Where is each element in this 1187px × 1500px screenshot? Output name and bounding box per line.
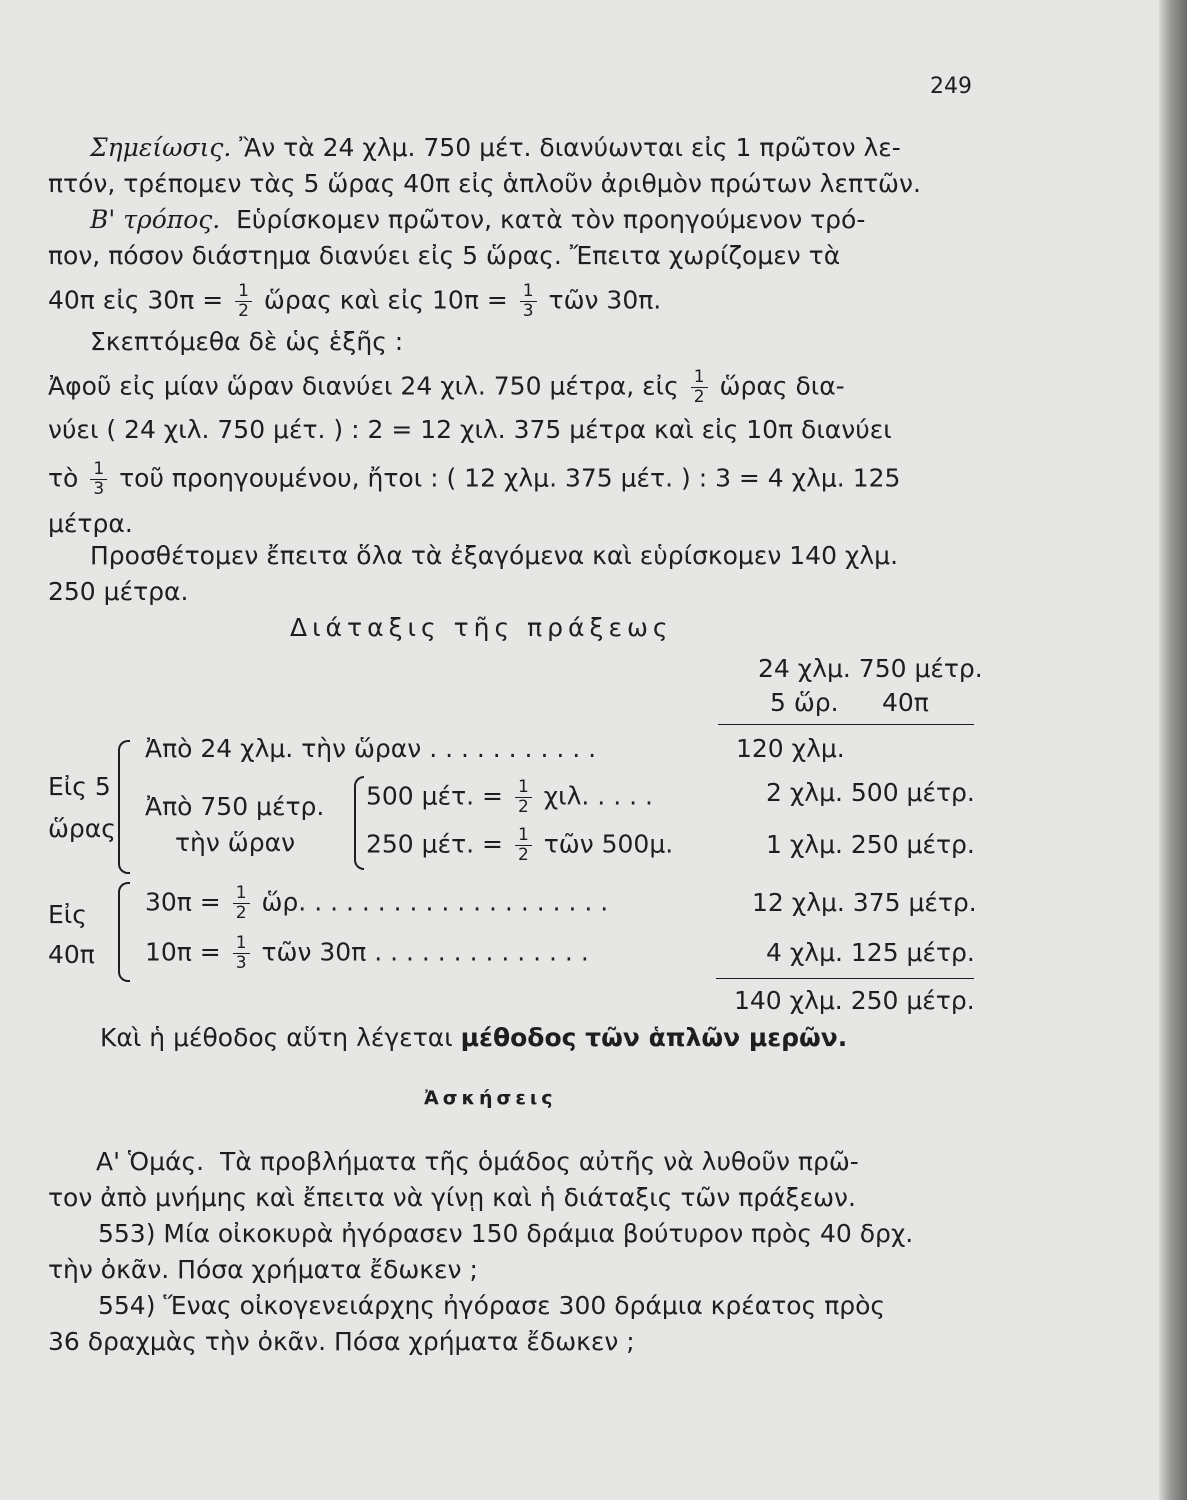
- method-b-line-3: 40π εἰς 30π = $\frac{1}{2}$ ὥρας καὶ εἰς 10π = $\frac{1}{3}$ τῶν 30π.: [48, 281, 662, 321]
- note-line-2: πτόν, τρέπομεν τὰς 5 ὥρας 40π εἰς ἁπλοῦν ἀριθμὸν πρώτων λεπτῶν.: [48, 169, 921, 198]
- page-number: 249: [930, 74, 972, 99]
- brace-left-b: [118, 882, 130, 982]
- side-label-a1: Εἰς 5: [48, 772, 111, 801]
- group-a-label: Α' Ὁμάς.: [96, 1147, 205, 1176]
- row-2-middle: 500 μέτ. = $\frac{1}{2}$ χιλ. . . . .: [366, 777, 653, 817]
- fraction-half: $\frac{1}{2}$: [691, 368, 708, 407]
- brace-left-a: [118, 740, 130, 874]
- exercise-554-line-1: 554) Ἕνας οἰκογενειάρχης ἠγόρασε 300 δράμια κρέατος πρὸς: [98, 1291, 886, 1320]
- table-head-1: 24 χλμ. 750 μέτρ.: [758, 654, 983, 683]
- side-label-a2: ὥρας: [48, 814, 116, 843]
- row-1-text: Ἀπὸ 24 χλμ. τὴν ὥραν . . . . . . . . . . .: [145, 734, 597, 763]
- table-total: 140 χλμ. 250 μέτρ.: [734, 986, 975, 1015]
- row-3-middle: 250 μέτ. = $\frac{1}{2}$ τῶν 500μ.: [366, 825, 674, 865]
- method-name: μέθοδος τῶν ἁπλῶν μερῶν.: [460, 1023, 848, 1052]
- page-edge-shadow: [1159, 0, 1187, 1500]
- method-sentence: Καὶ ἡ μέθοδος αὕτη λέγεται μέθοδος τῶν ἁπλῶν μερῶν.: [100, 1023, 848, 1052]
- exercise-554-line-2: 36 δραχμὰς τὴν ὀκᾶν. Πόσα χρήματα ἔδωκεν ;: [48, 1327, 635, 1356]
- fraction-half: $\frac{1}{2}$: [235, 282, 252, 321]
- side-label-b1: Εἰς: [48, 900, 87, 929]
- reasoning-line-4: τὸ $\frac{1}{3}$ τοῦ προηγουμένου, ἤτοι : ( 12 χλμ. 375 μέτ. ) : 3 = 4 χλμ. 125: [48, 459, 901, 499]
- head-rule: [718, 724, 974, 725]
- reasoning-line-1: Σκεπτόμεθα δὲ ὡς ἑξῆς :: [90, 327, 404, 356]
- method-b-line-2: πον, πόσον διάστημα διανύει εἰς 5 ὥρας. Ἔπειτα χωρίζομεν τὰ: [48, 241, 841, 270]
- exercise-553-line-2: τὴν ὀκᾶν. Πόσα χρήματα ἔδωκεν ;: [48, 1255, 478, 1284]
- row-2-left-2: τὴν ὥραν: [175, 828, 296, 857]
- table-head-2b: 40π: [882, 688, 929, 717]
- exercise-553-line-1: 553) Μία οἰκοκυρὰ ἠγόρασεν 150 δράμια βούτυρον πρὸς 40 δρχ.: [98, 1219, 914, 1248]
- row-5-value: 4 χλμ. 125 μέτρ.: [766, 938, 975, 967]
- note-line-1: Σημείωσις. Ἂν τὰ 24 χλμ. 750 μέτ. διανύωνται εἰς 1 πρῶτον λε-: [90, 133, 901, 162]
- group-a-line-1: Α' Ὁμάς. Τὰ προβλήματα τῆς ὁμάδος αὐτῆς νὰ λυθοῦν πρῶ-: [96, 1147, 859, 1176]
- row-3-value: 1 χλμ. 250 μέτρ.: [766, 830, 975, 859]
- row-2-value: 2 χλμ. 500 μέτρ.: [766, 778, 975, 807]
- layout-title: Διάταξις τῆς πράξεως: [290, 613, 673, 642]
- group-a-line-2: τον ἀπὸ μνήμης καὶ ἔπειτα νὰ γίνῃ καὶ ἡ διάταξις τῶν πράξεων.: [48, 1183, 856, 1212]
- fraction-third: $\frac{1}{3}$: [90, 460, 107, 499]
- table-head-2a: 5 ὥρ.: [770, 688, 839, 717]
- row-1-value: 120 χλμ.: [736, 734, 845, 763]
- fraction-third: $\frac{1}{3}$: [233, 934, 250, 973]
- method-b-label: Β' τρόπος.: [90, 205, 221, 234]
- row-2-left-1: Ἀπὸ 750 μέτρ.: [145, 792, 325, 821]
- method-b-line-1: Β' τρόπος. Εὑρίσκομεν πρῶτον, κατὰ τὸν προηγούμενον τρό-: [90, 205, 866, 234]
- reasoning-line-3: νύει ( 24 χιλ. 750 μέτ. ) : 2 = 12 χιλ. 375 μέτρα καὶ εἰς 10π διανύει: [48, 415, 892, 444]
- reasoning-line-7: 250 μέτρα.: [48, 577, 189, 606]
- reasoning-line-2: Ἀφοῦ εἰς μίαν ὥραν διανύει 24 χιλ. 750 μέτρα, εἰς $\frac{1}{2}$ ὥρας δια-: [48, 367, 845, 407]
- fraction-half: $\frac{1}{2}$: [515, 778, 532, 817]
- reasoning-line-6: Προσθέτομεν ἔπειτα ὅλα τὰ ἐξαγόμενα καὶ εὑρίσκομεν 140 χλμ.: [90, 541, 899, 570]
- row-5-text: 10π = $\frac{1}{3}$ τῶν 30π . . . . . . . . . . . . . .: [145, 933, 589, 973]
- fraction-half: $\frac{1}{2}$: [515, 826, 532, 865]
- note-label: Σημείωσις.: [90, 133, 232, 162]
- total-rule: [716, 978, 974, 979]
- side-label-b2: 40π: [48, 940, 95, 969]
- reasoning-line-5: μέτρα.: [48, 509, 133, 538]
- row-4-text: 30π = $\frac{1}{2}$ ὥρ. . . . . . . . . . . . . . . . . . . .: [145, 883, 609, 923]
- fraction-third: $\frac{1}{3}$: [520, 282, 537, 321]
- row-4-value: 12 χλμ. 375 μέτρ.: [752, 888, 977, 917]
- fraction-half: $\frac{1}{2}$: [233, 884, 250, 923]
- brace-inner: [354, 776, 364, 870]
- exercises-title: Ἀσκήσεις: [424, 1087, 557, 1109]
